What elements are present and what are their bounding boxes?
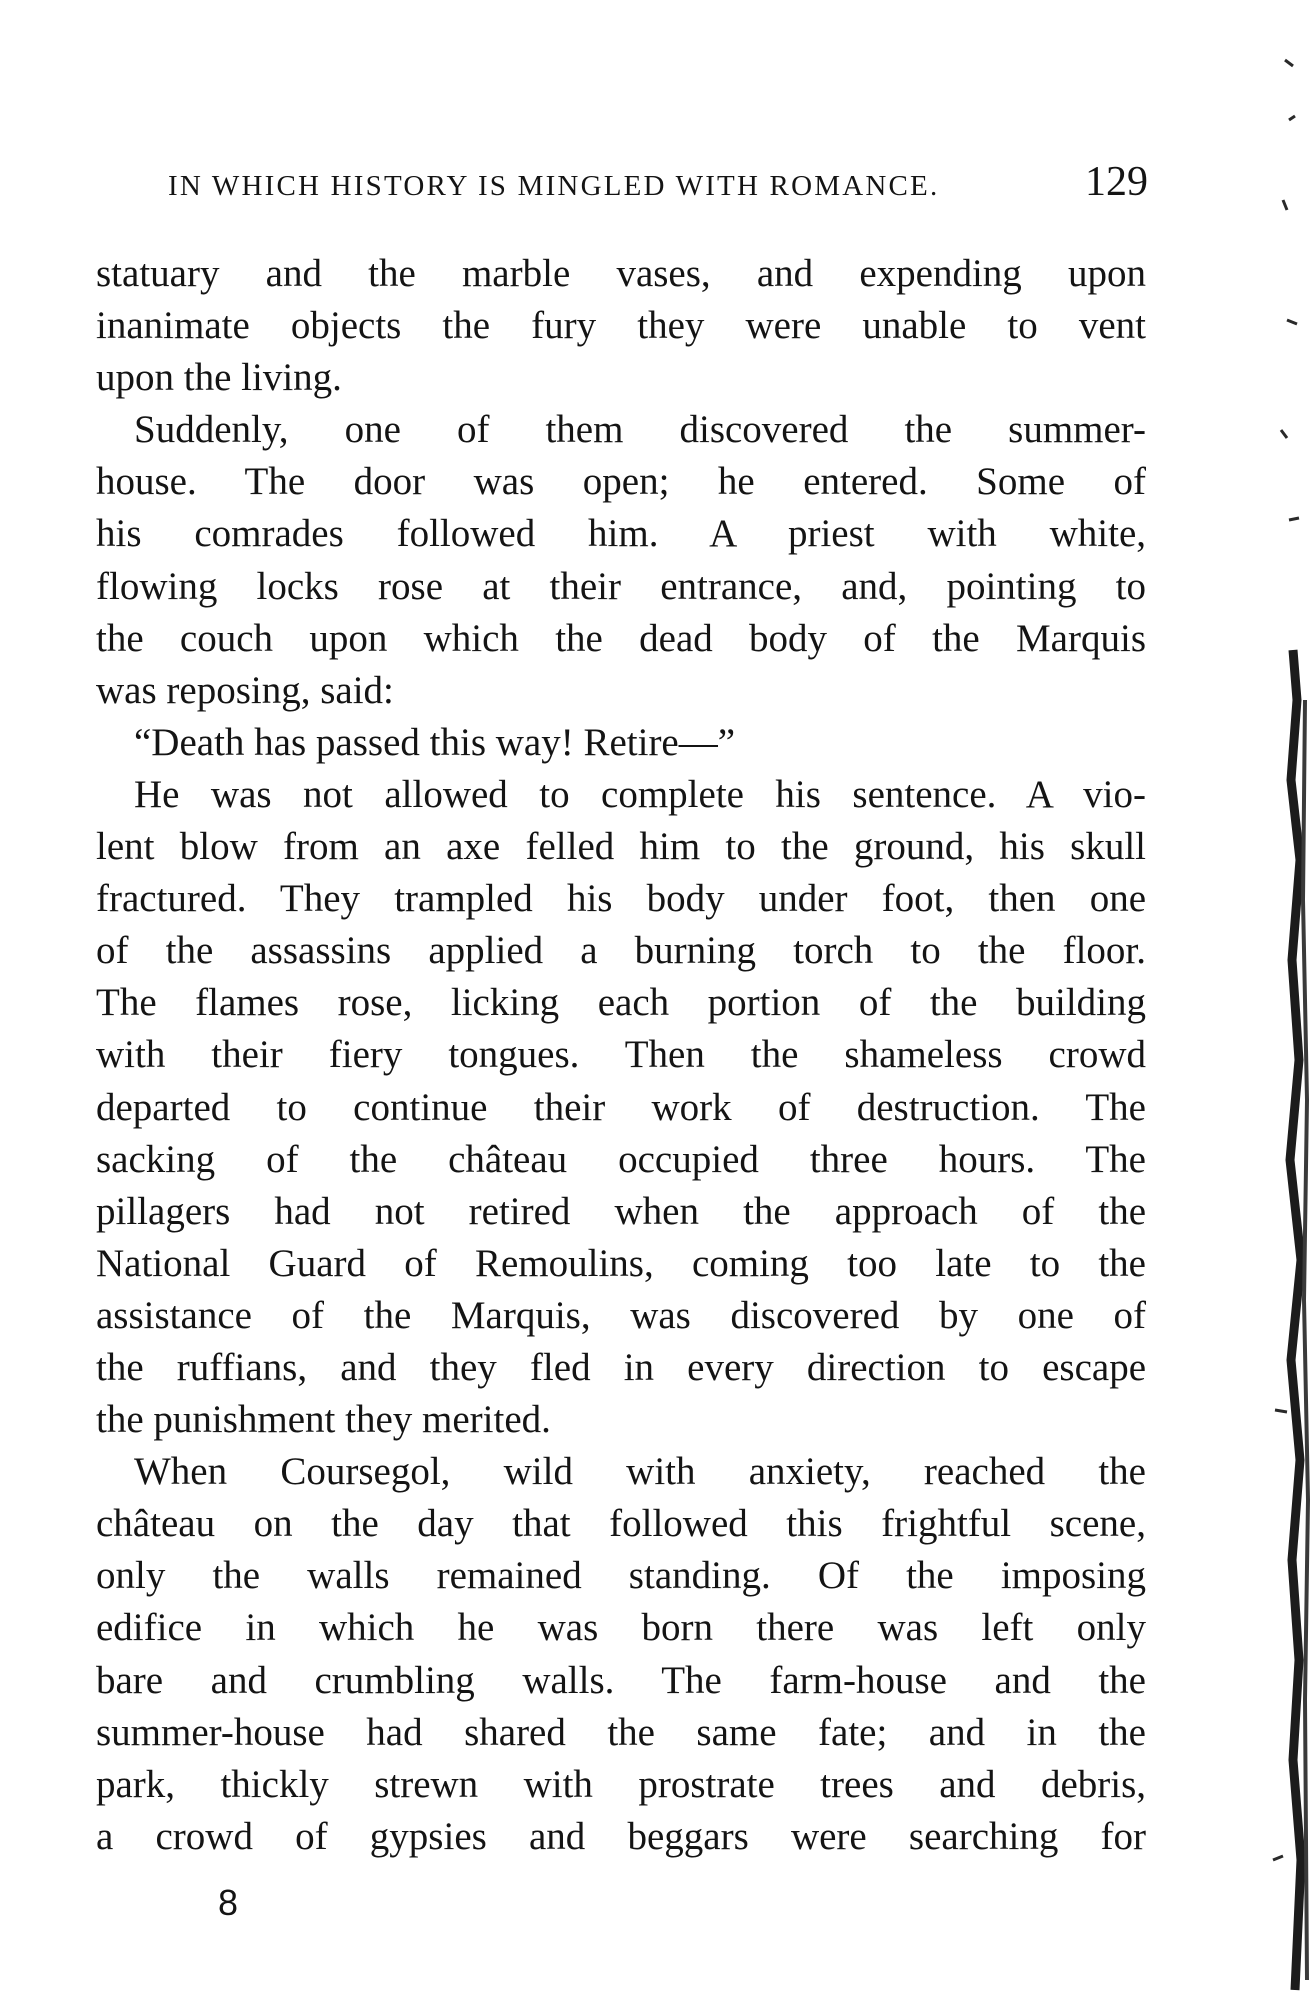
text-line: National Guard of Remoulins, coming too late to the bbox=[96, 1241, 1146, 1285]
text-line: flowing locks rose at their entrance, and, pointing to bbox=[96, 564, 1146, 608]
text-line: Suddenly, one of them discovered the summer- bbox=[134, 408, 1146, 452]
body-text bbox=[96, 248, 1146, 1863]
text-line: the couch upon which the dead body of the Marquis bbox=[96, 616, 1146, 660]
text-line: edifice in which he was born there was left only bbox=[96, 1606, 1146, 1650]
text-line: his comrades followed him. A priest with white, bbox=[96, 512, 1146, 556]
text-line: the ruffians, and they fled in every direction to escape bbox=[96, 1345, 1146, 1389]
text-line: was reposing, said: bbox=[96, 668, 394, 712]
text-line: bare and crumbling walls. The farm-house and the bbox=[96, 1658, 1146, 1702]
text-line: only the walls remained standing. Of the imposing bbox=[96, 1554, 1146, 1598]
binding-edge-scan-artifact bbox=[1245, 0, 1314, 2005]
text-line: statuary and the marble vases, and expending upon bbox=[96, 252, 1146, 295]
signature-mark: 8 bbox=[218, 1882, 239, 1923]
text-line: He was not allowed to complete his sentence. A vio- bbox=[134, 772, 1146, 816]
text-line: lent blow from an axe felled him to the ground, his skull bbox=[96, 825, 1146, 869]
text-line: château on the day that followed this frightful scene, bbox=[96, 1502, 1146, 1546]
text-line: sacking of the château occupied three hours. The bbox=[96, 1137, 1146, 1181]
text-line: When Coursegol, wild with anxiety, reached the bbox=[134, 1450, 1146, 1494]
text-line: upon the living. bbox=[96, 356, 342, 400]
text-line: the punishment they merited. bbox=[96, 1398, 551, 1442]
text-line: inanimate objects the fury they were unable to vent bbox=[96, 304, 1146, 348]
text-line: a crowd of gypsies and beggars were searching for bbox=[96, 1814, 1146, 1858]
text-line: “Death has passed this way! Retire—” bbox=[134, 720, 736, 764]
running-head bbox=[168, 158, 1148, 214]
text-line: fractured. They trampled his body under foot, then one bbox=[96, 877, 1146, 921]
text-line: The flames rose, licking each portion of the building bbox=[96, 981, 1146, 1025]
page-number: 129 bbox=[1085, 159, 1148, 205]
running-title: IN WHICH HISTORY IS MINGLED WITH ROMANCE. bbox=[168, 170, 940, 202]
text-line: assistance of the Marquis, was discovered by one of bbox=[96, 1293, 1146, 1337]
text-line: summer-house had shared the same fate; and in the bbox=[96, 1710, 1146, 1754]
text-line: park, thickly strewn with prostrate trees and debris, bbox=[96, 1762, 1146, 1806]
text-line: departed to continue their work of destruction. The bbox=[96, 1085, 1146, 1129]
text-line: pillagers had not retired when the approach of the bbox=[96, 1189, 1146, 1233]
text-line: house. The door was open; he entered. Some of bbox=[96, 460, 1146, 504]
text-line: with their fiery tongues. Then the shameless crowd bbox=[96, 1033, 1146, 1077]
text-line: of the assassins applied a burning torch to the floor. bbox=[96, 929, 1146, 973]
